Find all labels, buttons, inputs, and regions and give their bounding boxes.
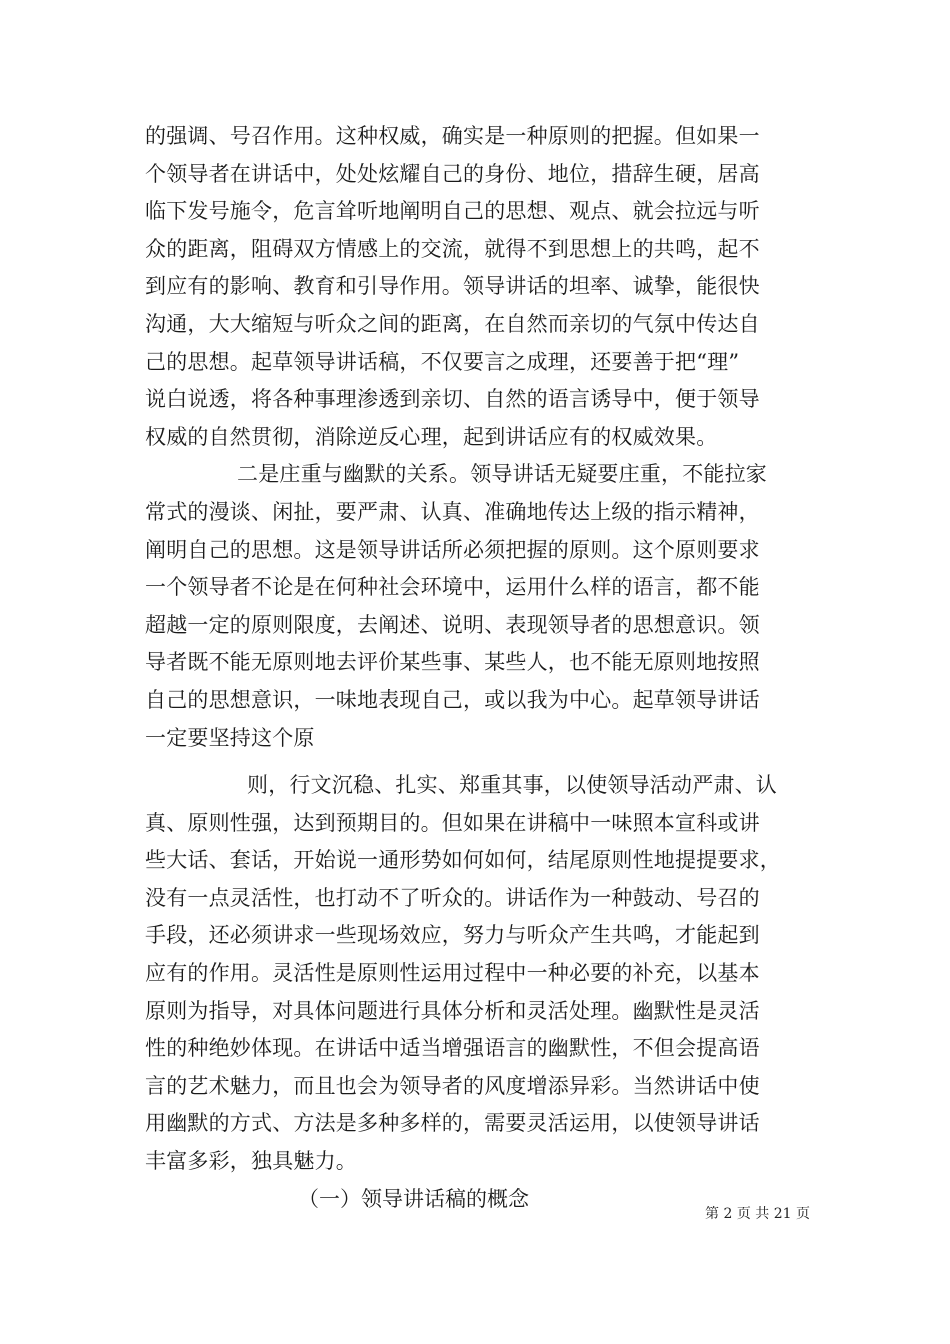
text-line: 应有的作用。灵活性是原则性运用过程中一种必要的补充，以基本 (145, 961, 760, 986)
text-line: 真、原则性强，达到预期目的。但如果在讲稿中一味照本宣科或讲 (145, 810, 760, 835)
text-line: 己的思想。起草领导讲话稿，不仅要言之成理，还要善于把“理” (145, 349, 740, 374)
text-line: 的强调、号召作用。这种权威，确实是一种原则的把握。但如果一 (145, 124, 760, 148)
text-line: 一个领导者不论是在何种社会环境中，运用什么样的语言，都不能 (145, 575, 760, 600)
paragraph-solemnity-humor (145, 456, 813, 757)
text-line: 性的种绝妙体现。在讲话中适当增强语言的幽默性，不但会提高语 (145, 1036, 760, 1061)
text-line: 个领导者在讲话中，处处炫耀自己的身份、地位，措辞生硬，居高 (145, 161, 760, 186)
paragraph-gap (145, 757, 813, 767)
page-number-footer: 第 2 页 共 21 页 (705, 1206, 810, 1222)
text-line: 自己的思想意识，一味地表现自己，或以我为中心。起草领导讲话 (145, 687, 760, 712)
text-line: 言的艺术魅力，而且也会为领导者的风度增添异彩。当然讲话中使 (145, 1073, 760, 1098)
body-text (145, 118, 813, 1218)
text-line: 手段，还必须讲求一些现场效应，努力与听众产生共鸣，才能起到 (145, 923, 760, 948)
text-line: 导者既不能无原则地去评价某些事、某些人，也不能无原则地按照 (145, 650, 760, 675)
text-line: 权威的自然贯彻，消除逆反心理，起到讲话应有的权威效果。 (145, 424, 718, 449)
text-line: 丰富多彩，独具魅力。 (145, 1149, 357, 1174)
text-line: 用幽默的方式、方法是多种多样的，需要灵活运用，以使领导讲话 (145, 1111, 760, 1136)
text-line: 些大话、套话，开始说一通形势如何如何，结尾原则性地提提要求， (145, 848, 781, 873)
text-line: 阐明自己的思想。这是领导讲话所必须把握的原则。这个原则要求 (145, 537, 760, 562)
text-line: 沟通，大大缩短与听众之间的距离，在自然而亲切的气氛中传达自 (145, 311, 760, 336)
text-line: 超越一定的原则限度，去阐述、说明、表现领导者的思想意识。领 (145, 612, 760, 637)
text-line: 到应有的影响、教育和引导作用。领导讲话的坦率、诚挚，能很快 (145, 274, 760, 299)
text-line: 二是庄重与幽默的关系。领导讲话无疑要庄重，不能拉家 (237, 462, 767, 487)
text-line: 则，行文沉稳、扎实、郑重其事，以使领导活动严肃、认 (247, 773, 777, 798)
text-line: 说白说透，将各种事理渗透到亲切、自然的语言诱导中，便于领导 (145, 387, 760, 412)
paragraph-principle (145, 767, 813, 1181)
text-line: 常式的漫谈、闲扯，要严肃、认真、准确地传达上级的指示精神， (145, 499, 760, 524)
section-heading: （一）领导讲话稿的概念 (298, 1186, 529, 1211)
paragraph-authority (145, 118, 813, 456)
text-line: 众的距离，阻碍双方情感上的交流，就得不到思想上的共鸣，起不 (145, 236, 760, 261)
text-line: 临下发号施令，危言耸听地阐明自己的思想、观点、就会拉远与听 (145, 199, 760, 224)
text-line: 没有一点灵活性，也打动不了听众的。讲话作为一种鼓动、号召的 (145, 885, 760, 910)
text-line: 原则为指导，对具体问题进行具体分析和灵活处理。幽默性是灵活 (145, 998, 760, 1023)
text-line: 一定要坚持这个原 (145, 725, 315, 750)
